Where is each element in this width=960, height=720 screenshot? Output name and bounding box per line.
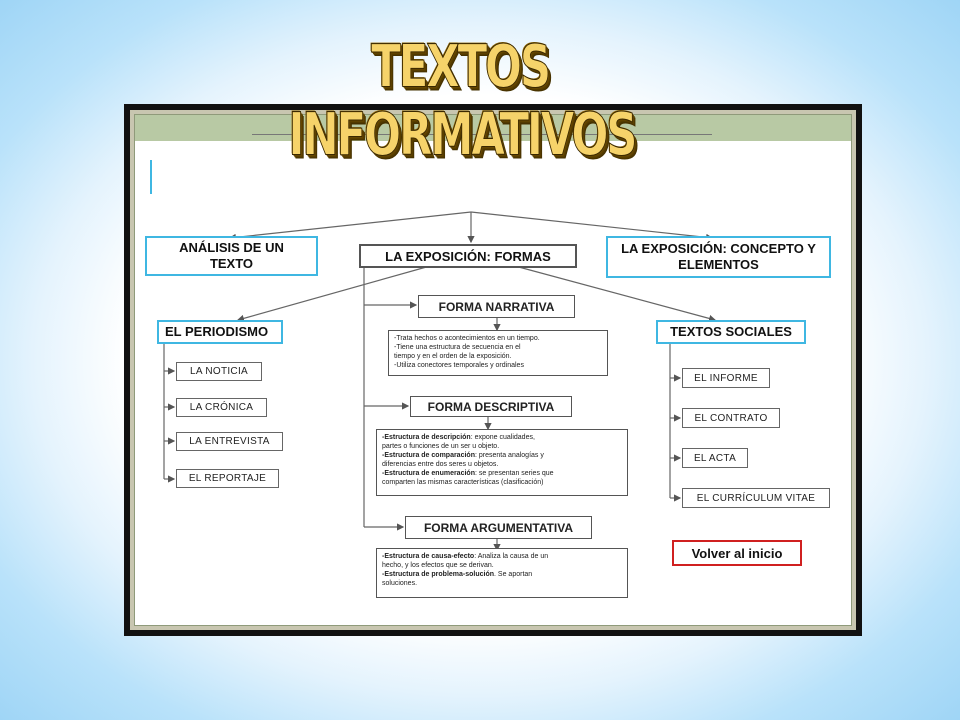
- item-cronica[interactable]: [176, 398, 267, 417]
- node-forma-narrativa[interactable]: [418, 295, 575, 318]
- branch-concepto[interactable]: [606, 236, 831, 278]
- desc-line: [382, 442, 554, 451]
- desc-plain: : Analiza la causa de un: [474, 553, 549, 560]
- desc-plain: comparten las mismas características (clasificación): [382, 479, 544, 486]
- desc-argumentativa-text: [382, 552, 548, 588]
- item-noticia[interactable]: [176, 362, 262, 381]
- branch-analisis[interactable]: [145, 236, 318, 276]
- desc-line: [382, 433, 554, 442]
- forma-argumentativa-label: FORMA ARGUMENTATIVA: [423, 520, 574, 535]
- item-reportaje[interactable]: [176, 469, 279, 488]
- diagram-title: TEXTOS INFORMATIVOS: [288, 32, 636, 170]
- item-noticia-label: LA NOTICIA: [189, 366, 248, 377]
- desc-narrativa-text: [394, 334, 540, 370]
- desc-argumentativa: [376, 548, 628, 598]
- desc-plain: : se presentan series que: [474, 470, 554, 477]
- item-informe-label: EL INFORME: [694, 372, 758, 384]
- item-cronica-label: LA CRÓNICA: [189, 402, 254, 413]
- node-periodismo-label: EL PERIODISMO: [165, 324, 269, 339]
- desc-line: [382, 552, 548, 561]
- desc-line: -Utiliza conectores temporales y ordinales: [394, 362, 524, 369]
- item-entrevista-label: LA ENTREVISTA: [189, 436, 270, 447]
- desc-descriptiva-text: [382, 433, 554, 487]
- desc-bold: -Estructura de problema-solución: [382, 571, 495, 578]
- node-sociales-label: TEXTOS SOCIALES: [670, 324, 792, 339]
- desc-line: -Trata hechos o acontecimientos en un tiempo.: [394, 335, 540, 342]
- branch-formas-label: LA EXPOSICIÓN: FORMAS: [385, 248, 551, 264]
- item-contrato[interactable]: [682, 408, 780, 428]
- item-informe[interactable]: [682, 368, 770, 388]
- node-forma-argumentativa[interactable]: [405, 516, 592, 539]
- branch-concepto-label: LA EXPOSICIÓN: CONCEPTO Y ELEMENTOS: [621, 241, 816, 272]
- desc-line: [382, 561, 548, 570]
- desc-line: [382, 451, 554, 460]
- desc-line: [382, 579, 548, 588]
- desc-line: [382, 460, 554, 469]
- desc-bold: -Estructura de causa-efecto: [382, 553, 475, 560]
- desc-plain: partes o funciones de un ser u objeto.: [382, 443, 500, 450]
- desc-plain: . Se aportan: [494, 571, 533, 578]
- forma-narrativa-label: FORMA NARRATIVA: [438, 299, 555, 314]
- desc-line: -Tiene una estructura de secuencia en el: [394, 344, 521, 351]
- item-acta[interactable]: [682, 448, 748, 468]
- node-forma-descriptiva[interactable]: [410, 396, 572, 417]
- item-curriculum[interactable]: [682, 488, 830, 508]
- desc-plain: diferencias entre dos seres u objetos.: [382, 461, 499, 468]
- desc-line: [382, 469, 554, 478]
- desc-plain: : presenta analogías y: [474, 452, 544, 459]
- node-periodismo[interactable]: [157, 320, 283, 344]
- back-to-start-button[interactable]: [672, 540, 802, 566]
- desc-bold: -Estructura de comparación: [382, 452, 475, 459]
- desc-narrativa: [388, 330, 608, 376]
- desc-plain: : expone cualidades,: [470, 434, 535, 441]
- desc-plain: soluciones.: [382, 580, 418, 587]
- desc-plain: hecho, y los efectos que se derivan.: [382, 562, 494, 569]
- desc-line: [382, 478, 554, 487]
- item-reportaje-label: EL REPORTAJE: [188, 473, 267, 484]
- desc-bold: -Estructura de enumeración: [382, 470, 475, 477]
- desc-descriptiva: [376, 429, 628, 496]
- item-contrato-label: EL CONTRATO: [694, 412, 768, 424]
- branch-analisis-label: ANÁLISIS DE UN TEXTO: [179, 240, 284, 271]
- item-acta-label: EL ACTA: [693, 452, 737, 464]
- desc-bold: -Estructura de descripción: [382, 434, 471, 441]
- item-entrevista[interactable]: [176, 432, 283, 451]
- back-to-start-label: Volver al inicio: [691, 545, 783, 561]
- forma-descriptiva-label: FORMA DESCRIPTIVA: [427, 399, 555, 414]
- node-textos-sociales[interactable]: [656, 320, 806, 344]
- desc-line: tiempo y en el orden de la exposición.: [394, 353, 512, 360]
- branch-exposicion-formas[interactable]: [359, 244, 577, 268]
- item-curriculum-label: EL CURRÍCULUM VITAE: [696, 492, 816, 504]
- desc-line: [382, 570, 548, 579]
